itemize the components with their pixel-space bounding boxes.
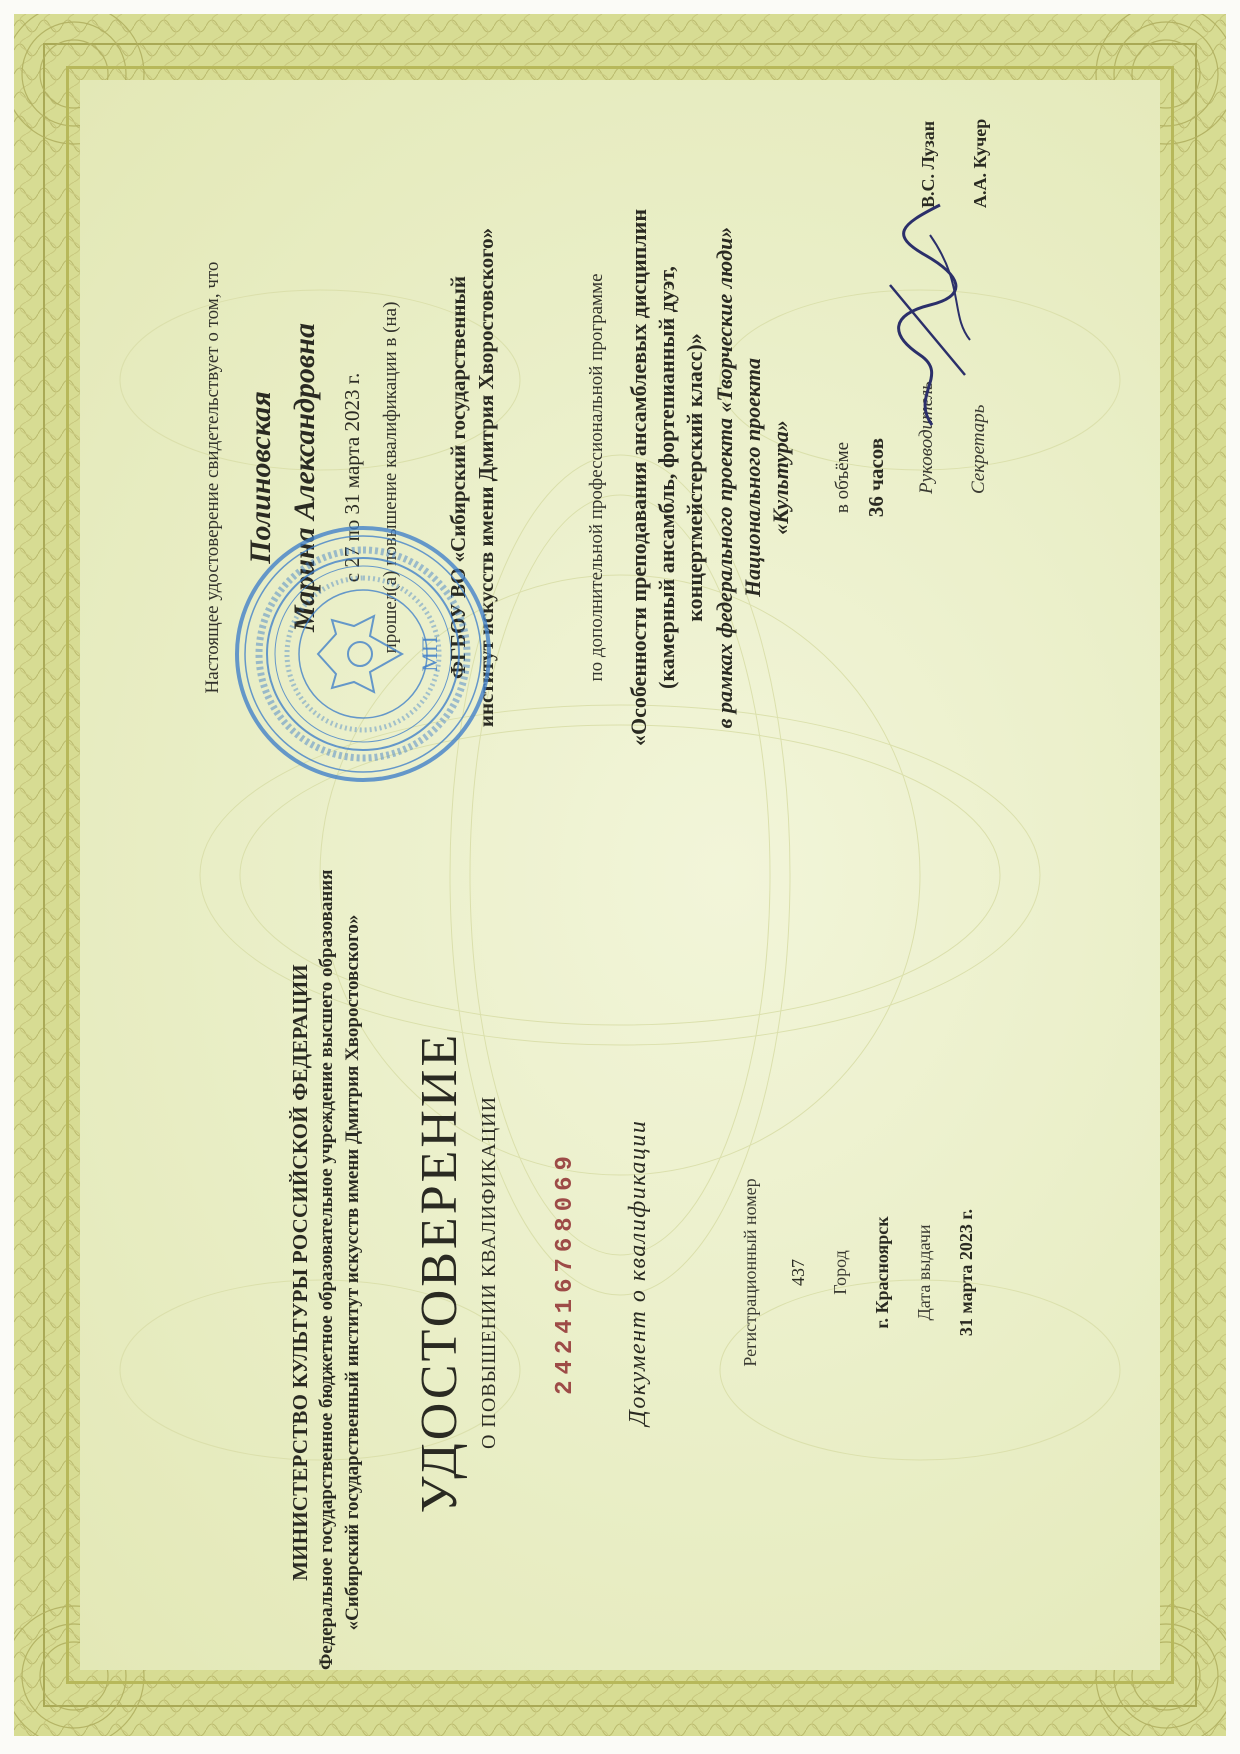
project-line-3: «Культура» (768, 420, 793, 535)
project-line-1: в рамках федерального проекта «Творческие люди» (712, 226, 737, 729)
issue-date-label: Дата выдачи (914, 1224, 934, 1321)
project-line-2: Национального проекта (740, 358, 765, 597)
right-panel (80, 80, 1160, 875)
document-paper (80, 80, 1160, 1670)
certificate-subtitle: О ПОВЫШЕНИИ КВАЛИФИКАЦИИ (478, 1095, 500, 1450)
certificate (14, 14, 1226, 1736)
registration-number: 437 (788, 1259, 808, 1286)
registration-label: Регистрационный номер (740, 1178, 760, 1367)
program-intro: по дополнительной профессиональной программе (586, 273, 607, 682)
program-line-3: концертмейстерский класс)» (682, 333, 707, 622)
secretary-name: А.А. Кучер (970, 118, 990, 208)
ministry-heading: МИНИСТЕРСТВО КУЛЬТУРЫ РОССИЙСКОЙ ФЕДЕРАЦИИ (288, 964, 312, 1581)
head-label: Руководитель (916, 381, 937, 494)
secretary-label: Секретарь (968, 404, 989, 494)
volume-label: в объёме (832, 441, 853, 514)
rotated-content (80, 80, 1160, 1670)
head-name: В.С. Лузан (918, 120, 938, 208)
official-seal (232, 523, 494, 785)
organization-line-2: институт искусств имени Дмитрия Хворостовского» (474, 227, 498, 728)
passed-text: прошел(а) повышение квалификации в (на) (380, 301, 401, 654)
handwritten-signature (870, 195, 990, 435)
intro-text: Настоящее удостоверение свидетельствует о том, что (202, 261, 223, 694)
issue-date-value: 31 марта 2023 г. (956, 1208, 976, 1337)
city-value: г. Красноярск (872, 1216, 892, 1329)
certificate-title: УДОСТОВЕРЕНИЕ (411, 1031, 468, 1514)
certificate-number: 242416768069 (552, 1150, 579, 1395)
training-period: с 27 по 31 марта 2023 г. (340, 372, 364, 583)
organization-line-1: ФГБОУ ВО «Сибирский государственный (446, 276, 470, 679)
recipient-given-name: Марина Александровна (288, 323, 321, 633)
document-type: Документ о квалификации (625, 1119, 651, 1426)
program-line-1: «Особенности преподавания ансамблевых дисциплин (626, 208, 651, 747)
volume-value: 36 часов (864, 437, 888, 518)
left-panel (80, 869, 1160, 1670)
institution-line-1: Федеральное государственное бюджетное образовательное учреждение высшего образования (316, 869, 337, 1670)
seal-initials: МП (417, 636, 442, 672)
institution-line-2: «Сибирский государственный институт искусств имени Дмитрия Хворостовского» (342, 914, 363, 1631)
program-line-2: (камерный ансамбль, фортепианный дуэт, (654, 266, 679, 689)
city-label: Город (830, 1250, 850, 1295)
recipient-surname: Полиновская (244, 391, 277, 564)
